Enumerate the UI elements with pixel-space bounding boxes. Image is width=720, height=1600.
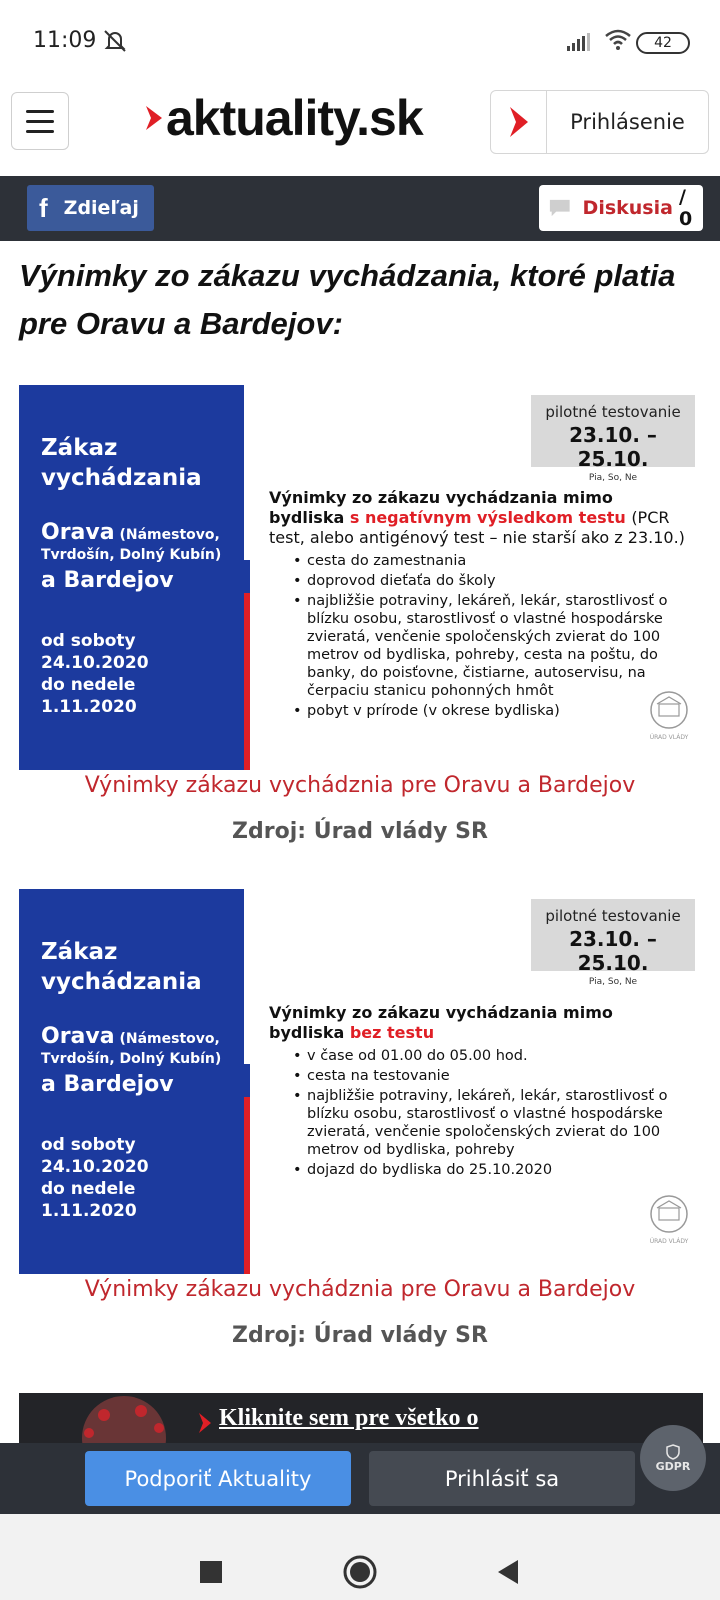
status-time: 11:09 bbox=[33, 28, 97, 53]
list-item: • doprovod dieťaťa do školy bbox=[293, 572, 689, 590]
share-bar bbox=[0, 176, 720, 241]
discussion-label: Diskusia bbox=[582, 197, 673, 219]
figure-title: vychádzania bbox=[41, 465, 202, 491]
battery-indicator: 42 bbox=[636, 32, 690, 54]
pilot-label: pilotné testovanie bbox=[545, 907, 681, 925]
article-heading: Výnimky zo zákazu vychádzania, ktoré platia pre Oravu a Bardejov: bbox=[19, 258, 676, 341]
figure-region: Orava bbox=[41, 520, 115, 545]
exceptions-note: (PCR test, alebo antigénový test – nie starší ako z 23.10.) bbox=[269, 508, 685, 547]
pilot-testing-box bbox=[531, 395, 695, 483]
wifi-icon bbox=[604, 28, 632, 52]
infographic-image[interactable] bbox=[19, 889, 703, 1274]
shield-icon bbox=[665, 1444, 681, 1460]
signin-button[interactable]: Prihlásiť sa bbox=[369, 1451, 635, 1506]
figure-date: do nedele bbox=[41, 675, 136, 695]
figure-date: 24.10.2020 bbox=[41, 653, 149, 673]
list-item: • v čase od 01.00 do 05.00 hod. bbox=[293, 1047, 689, 1065]
login-label: Prihlásenie bbox=[570, 110, 685, 134]
site-logo[interactable] bbox=[144, 88, 423, 148]
image-source: Zdroj: Úrad vlády SR bbox=[232, 819, 488, 844]
infographic-image[interactable] bbox=[19, 385, 703, 770]
site-header bbox=[0, 84, 720, 176]
figure-date: od soboty bbox=[41, 1135, 136, 1155]
list-item: • pobyt v prírode (v okrese bydliska) bbox=[293, 702, 689, 720]
exceptions-text bbox=[269, 1003, 689, 1181]
list-item: • najbližšie potraviny, lekáreň, lekár, starostlivosť o blízku osobu, starostlivosť o vlastné hospodárske zvieratá, venčenie spoločenských zvierat do 100 metrov od bydliska, pohreby, cesta na poštu, do banky, do poisťovne, čistiarne, autoservisu, na čerpaciu stanicu pohonných hmôt bbox=[293, 592, 689, 700]
signal-icon bbox=[566, 32, 592, 52]
exceptions-list bbox=[293, 552, 689, 720]
figure-date: od soboty bbox=[41, 631, 136, 651]
pilot-testing-box bbox=[531, 899, 695, 987]
image-caption: Výnimky zákazu vychádznia pre Oravu a Bardejov bbox=[84, 1277, 636, 1302]
government-seal bbox=[647, 690, 691, 741]
figure-date: 1.11.2020 bbox=[41, 697, 137, 717]
government-seal bbox=[647, 1194, 691, 1245]
figure-date: 24.10.2020 bbox=[41, 1157, 149, 1177]
chevron-right-icon bbox=[144, 104, 164, 132]
hamburger-icon bbox=[26, 110, 54, 113]
covid-banner[interactable] bbox=[19, 1393, 703, 1443]
image-source: Zdroj: Úrad vlády SR bbox=[232, 1323, 488, 1348]
figure-region-detail: (Námestovo, Tvrdošín, Dolný Kubín) bbox=[41, 527, 222, 563]
pilot-days: Pia, So, Ne bbox=[588, 977, 638, 987]
figure-date: 1.11.2020 bbox=[41, 1201, 137, 1221]
discussion-count: / 0 bbox=[678, 186, 693, 230]
pilot-label: pilotné testovanie bbox=[545, 403, 681, 421]
seal-text: ÚRAD VLÁDY bbox=[649, 734, 689, 741]
exceptions-heading: Výnimky zo zákazu vychádzania mimo bydliska bbox=[269, 1003, 613, 1042]
government-seal-icon bbox=[647, 1194, 691, 1234]
exceptions-list bbox=[293, 1047, 689, 1179]
support-button[interactable]: Podporiť Aktuality bbox=[85, 1451, 351, 1506]
seal-text: ÚRAD VLÁDY bbox=[649, 1238, 689, 1245]
figure-title: Zákaz bbox=[41, 435, 118, 461]
list-item: • dojazd do bydliska do 25.10.2020 bbox=[293, 1161, 689, 1179]
pilot-dates: 23.10. – 25.10. bbox=[569, 423, 657, 471]
banner-link[interactable]: Kliknite sem pre všetko o bbox=[219, 1405, 479, 1431]
exceptions-condition: bez testu bbox=[349, 1023, 435, 1042]
coronavirus-icon bbox=[49, 1393, 199, 1443]
list-item: • cesta do zamestnania bbox=[293, 552, 689, 570]
menu-button[interactable] bbox=[11, 92, 69, 150]
notifications-off-icon bbox=[102, 28, 128, 54]
figure-region-line2: a Bardejov bbox=[41, 568, 174, 593]
status-bar bbox=[0, 0, 720, 84]
system-nav-bar bbox=[0, 1514, 720, 1600]
list-item: • najbližšie potraviny, lekáreň, lekár, starostlivosť o blízku osobu, starostlivosť o vlastné hospodárske zvieratá, venčenie spoločenských zvierat do 100 metrov od bydliska, pohreby bbox=[293, 1087, 689, 1159]
exceptions-text bbox=[269, 488, 689, 722]
figure-region-line2: a Bardejov bbox=[41, 1072, 174, 1097]
gdpr-badge[interactable] bbox=[640, 1425, 706, 1491]
bottom-action-bar bbox=[0, 1443, 720, 1514]
facebook-share-button[interactable] bbox=[27, 185, 154, 231]
figure-date: do nedele bbox=[41, 1179, 136, 1199]
back-button-icon[interactable] bbox=[496, 1559, 520, 1585]
facebook-icon: f bbox=[39, 192, 48, 223]
list-item: • cesta na testovanie bbox=[293, 1067, 689, 1085]
government-seal-icon bbox=[647, 690, 691, 730]
exceptions-heading: Výnimky zo zákazu vychádzania mimo bydliska bbox=[269, 488, 613, 527]
logo-text: aktuality.sk bbox=[166, 90, 423, 146]
share-label: Zdieľaj bbox=[63, 197, 139, 219]
gdpr-label: GDPR bbox=[655, 1459, 691, 1473]
exceptions-condition: s negatívnym výsledkom testu bbox=[349, 508, 626, 527]
login-button[interactable] bbox=[490, 90, 709, 154]
chevron-right-icon bbox=[507, 105, 531, 139]
home-button-icon[interactable] bbox=[343, 1555, 377, 1589]
pilot-days: Pia, So, Ne bbox=[588, 473, 638, 483]
discussion-button[interactable] bbox=[539, 185, 703, 231]
recents-button-icon[interactable] bbox=[199, 1560, 223, 1584]
figure-region: Orava bbox=[41, 1024, 115, 1049]
figure-title: Zákaz bbox=[41, 939, 118, 965]
image-caption: Výnimky zákazu vychádznia pre Oravu a Bardejov bbox=[84, 773, 636, 798]
figure-region-detail: (Námestovo, Tvrdošín, Dolný Kubín) bbox=[41, 1031, 222, 1067]
figure-title: vychádzania bbox=[41, 969, 202, 995]
pilot-dates: 23.10. – 25.10. bbox=[569, 927, 657, 975]
chevron-right-icon bbox=[197, 1411, 213, 1435]
comment-icon bbox=[549, 198, 571, 218]
